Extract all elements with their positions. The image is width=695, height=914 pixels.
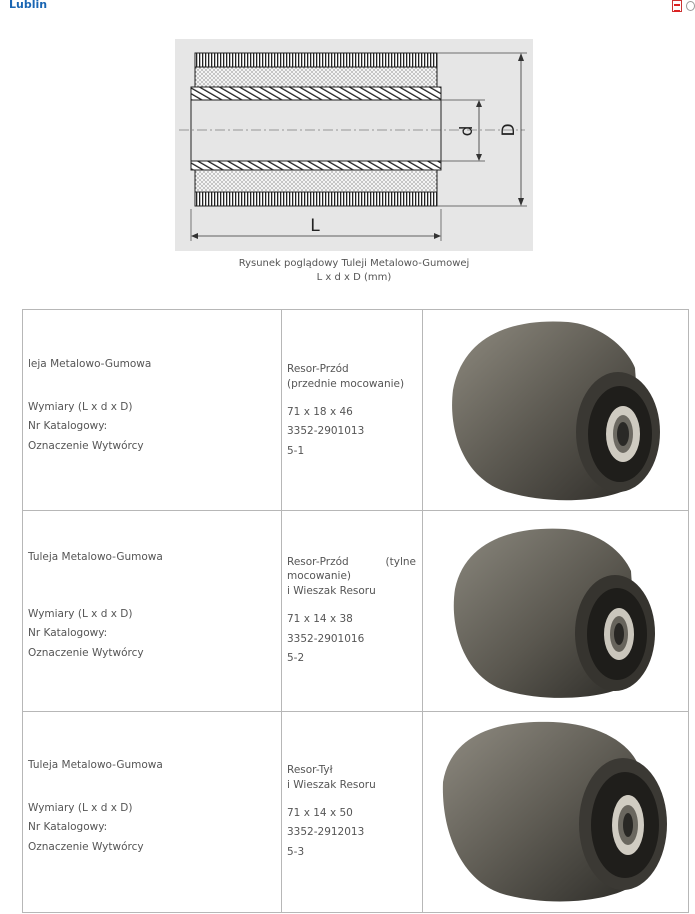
inner-tube-bottom <box>191 161 441 170</box>
label-d: d <box>457 125 477 137</box>
bushing-photo[interactable] <box>423 310 688 510</box>
print-icon[interactable] <box>686 1 695 11</box>
inner-tube-top <box>191 87 441 100</box>
site-title[interactable]: Lublin <box>9 0 48 11</box>
rubber-bottom <box>195 170 437 192</box>
caption-line-1: Rysunek poglądowy Tuleji Metalowo-Gumowej <box>238 258 470 269</box>
maker-value: 5-2 <box>287 652 305 664</box>
outer-sleeve-bottom <box>195 192 437 206</box>
bushing-photo[interactable] <box>423 511 688 711</box>
application-line: mocowanie) <box>287 570 351 582</box>
application-line: (przednie mocowanie) <box>287 378 405 390</box>
label-cell <box>23 511 282 712</box>
label-D: D <box>499 123 519 137</box>
bushing-drawing-svg <box>175 39 533 251</box>
application-line: i Wieszak Resoru <box>287 779 376 791</box>
application-line: Resor-Przód <box>287 556 349 568</box>
top-bar <box>0 0 695 14</box>
catalog-value: 3352-2901016 <box>287 633 365 645</box>
catalog-value: 3352-2912013 <box>287 826 365 838</box>
drawing-caption <box>175 257 533 285</box>
dims-value: 71 x 14 x 50 <box>287 807 353 819</box>
dims-value: 71 x 14 x 38 <box>287 613 353 625</box>
value-cell <box>282 712 423 913</box>
catalog-label: Nr Katalogowy: <box>28 821 108 833</box>
photo-cell <box>423 511 689 712</box>
bore <box>191 100 441 161</box>
pdf-icon[interactable] <box>672 0 682 12</box>
photo-cell <box>423 310 689 511</box>
application-line: Resor-Przód <box>287 363 349 375</box>
dims-label: Wymiary (L x d x D) <box>28 401 133 413</box>
bushing-drawing <box>175 39 533 251</box>
caption-line-2: L x d x D (mm) <box>316 272 392 283</box>
application-line: i Wieszak Resoru <box>287 585 376 597</box>
application-line: Resor-Tył <box>287 764 333 776</box>
rubber-top <box>195 67 437 87</box>
catalog-label: Nr Katalogowy: <box>28 627 108 639</box>
table-row <box>23 712 689 913</box>
catalog-value: 3352-2901013 <box>287 425 365 437</box>
maker-value: 5-3 <box>287 846 305 858</box>
maker-label: Oznaczenie Wytwórcy <box>28 647 144 659</box>
application-line: (tylne <box>385 556 416 568</box>
maker-label: Oznaczenie Wytwórcy <box>28 440 144 452</box>
value-cell <box>282 511 423 712</box>
maker-value: 5-1 <box>287 445 305 457</box>
part-name: leja Metalowo-Gumowa <box>28 358 152 370</box>
maker-label: Oznaczenie Wytwórcy <box>28 841 144 853</box>
label-cell <box>23 712 282 913</box>
outer-sleeve-top <box>195 53 437 67</box>
catalog-label: Nr Katalogowy: <box>28 420 108 432</box>
value-cell <box>282 310 423 511</box>
dims-value: 71 x 18 x 46 <box>287 406 353 418</box>
part-name: Tuleja Metalowo-Gumowa <box>28 551 163 563</box>
label-L: L <box>310 216 320 236</box>
table-row <box>23 310 689 511</box>
part-name: Tuleja Metalowo-Gumowa <box>28 759 163 771</box>
dims-label: Wymiary (L x d x D) <box>28 802 133 814</box>
parts-table <box>22 309 689 913</box>
photo-cell <box>423 712 689 913</box>
dims-label: Wymiary (L x d x D) <box>28 608 133 620</box>
label-cell <box>23 310 282 511</box>
bushing-photo[interactable] <box>423 712 688 912</box>
table-row <box>23 511 689 712</box>
